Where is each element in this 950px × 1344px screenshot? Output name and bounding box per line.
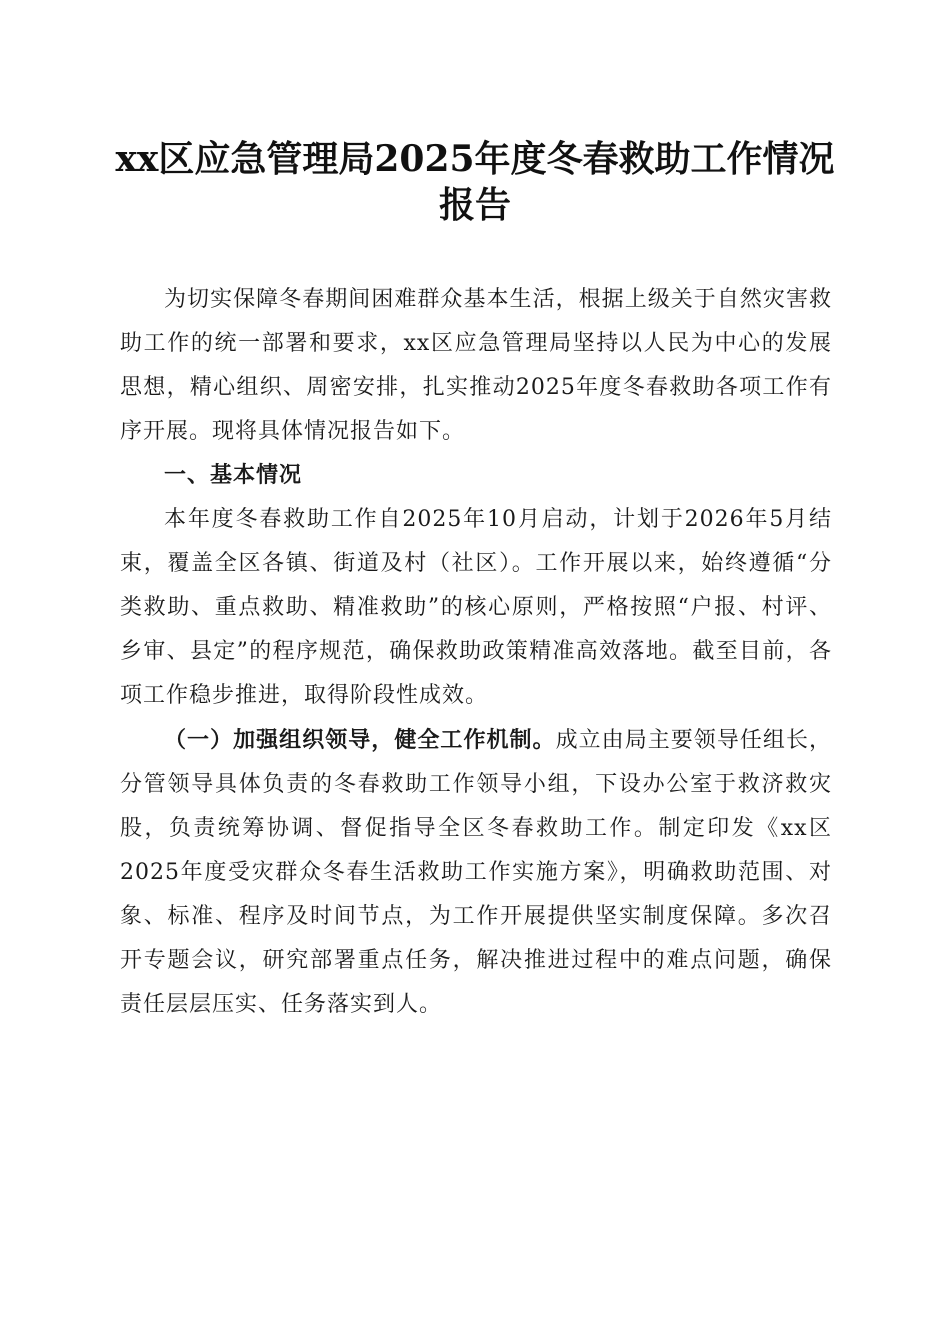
document-title	[100, 136, 850, 228]
basic-situation-paragraph: 本年度冬春救助工作自2025年10月启动，计划于2026年5月结束，覆盖全区各镇、街道及村（社区）。工作开展以来，始终遵循“分类救助、重点救助、精准救助”的核心原则，严格按照“户报、村评、乡审、县定”的程序规范，确保救助政策精准高效落地。截至目前，各项工作稳步推进，取得阶段性成效。	[120, 507, 832, 708]
subsection-organization-paragraph	[120, 718, 832, 1027]
title-line-1: xx区应急管理局2025年度冬春救助工作情况	[115, 138, 835, 180]
subsection-organization-text: 成立由局主要领导任组长，分管领导具体负责的冬春救助工作领导小组，下设办公室于救济救灾股，负责统筹协调、督促指导全区冬春救助工作。制定印发《xx区2025年度受灾群众冬春生活救助工作实施方案》，明确救助范围、对象、标准、程序及时间节点，为工作开展提供坚实制度保障。多次召开专题会议，研究部署重点任务，解决推进过程中的难点问题，确保责任层层压实、任务落实到人。	[120, 728, 832, 1017]
subsection-organization-lead: （一）加强组织领导，健全工作机制。	[164, 727, 556, 753]
section-heading-basic-situation: 一、基本情况	[164, 463, 303, 488]
title-line-2: 报告	[438, 184, 511, 226]
document-body	[120, 278, 832, 1027]
intro-paragraph: 为切实保障冬春期间困难群众基本生活，根据上级关于自然灾害救助工作的统一部署和要求，xx区应急管理局坚持以人民为中心的发展思想，精心组织、周密安排，扎实推动2025年度冬春救助各项工作有序开展。现将具体情况报告如下。	[120, 287, 832, 444]
